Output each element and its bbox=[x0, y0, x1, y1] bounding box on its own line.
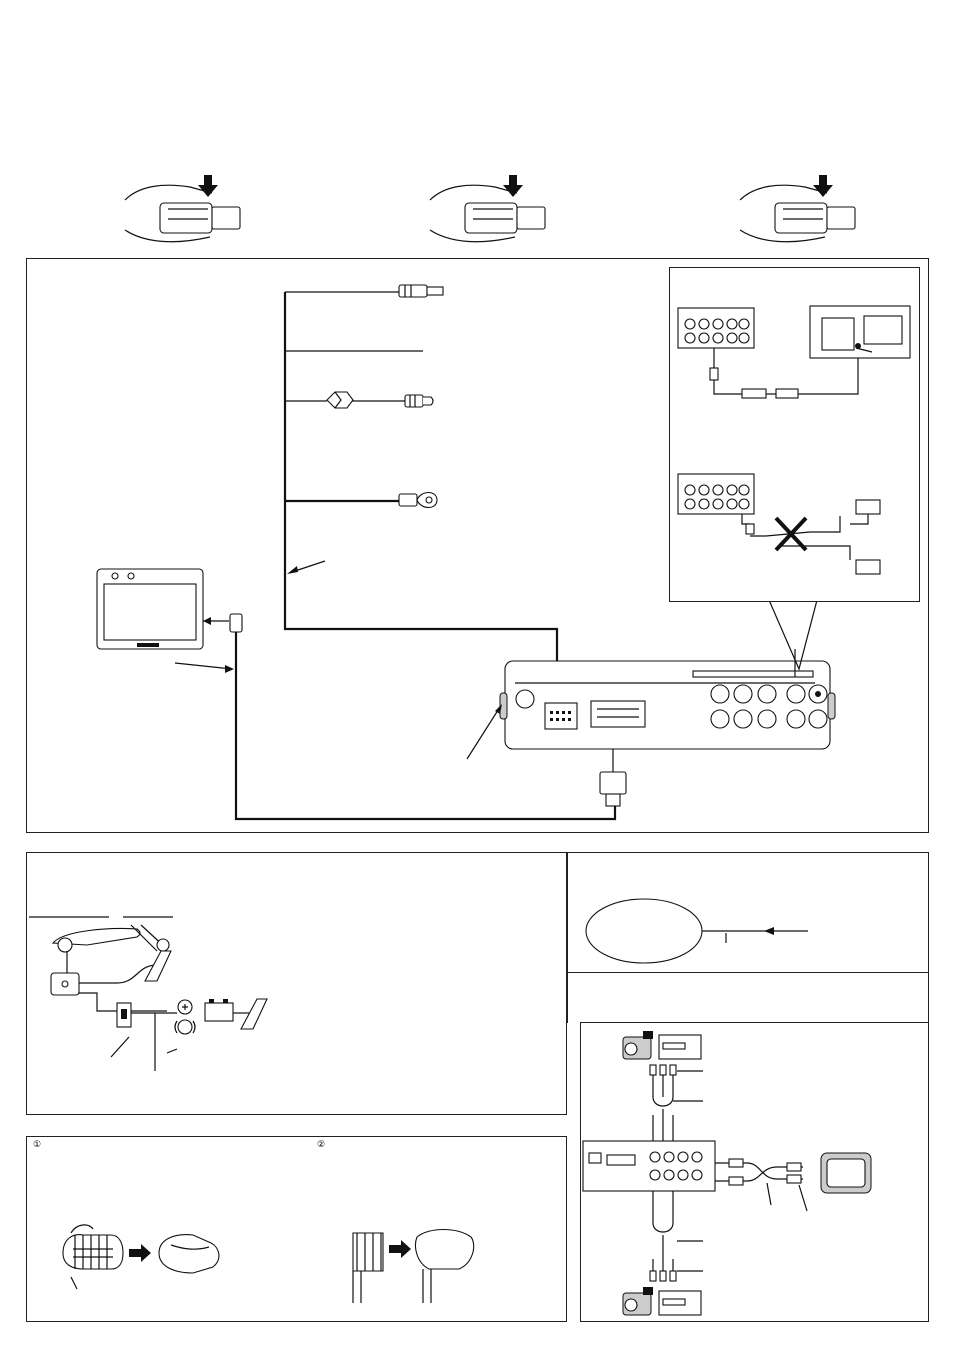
parking-brake-wiring-box bbox=[26, 852, 567, 1115]
hand-press-connector-2 bbox=[430, 175, 545, 242]
x-mark-icon bbox=[776, 518, 806, 550]
monitor-cable-plug bbox=[230, 614, 242, 632]
fuse-holder-icon bbox=[327, 392, 353, 408]
ground-tab-icon-2 bbox=[241, 999, 267, 1029]
hand-press-connector-1 bbox=[125, 175, 240, 242]
main-unit bbox=[500, 661, 835, 749]
camcorder-icon-bottom bbox=[623, 1287, 653, 1315]
tv-monitor-icon bbox=[821, 1153, 871, 1193]
item-marker-1: ① bbox=[33, 1139, 42, 1149]
camcorder-icon-top bbox=[623, 1031, 653, 1059]
av-hookup-box bbox=[580, 1022, 929, 1322]
clamp-step-2 bbox=[353, 1230, 474, 1304]
lamp-icon bbox=[178, 1000, 192, 1014]
unit-rear-panel-a bbox=[678, 308, 754, 348]
wire-detail-box bbox=[567, 852, 929, 973]
down-arrow-icon bbox=[813, 175, 833, 197]
sub-connector-plug bbox=[600, 772, 626, 806]
hand-press-connector-3 bbox=[740, 175, 855, 242]
cable-clamp-box bbox=[26, 1136, 567, 1322]
av-hookup-outer bbox=[567, 973, 929, 1023]
item-marker-2: ② bbox=[317, 1139, 326, 1149]
main-wiring-diagram bbox=[26, 258, 929, 833]
clamp-step-1 bbox=[63, 1225, 219, 1289]
down-arrow-icon bbox=[198, 175, 218, 197]
battery-icon bbox=[205, 999, 233, 1021]
brake-warning-icon bbox=[175, 1020, 195, 1034]
unit-rear-panel-b bbox=[678, 474, 754, 514]
monitor-unit bbox=[97, 569, 203, 649]
hand-brake-lever bbox=[53, 929, 140, 952]
game-console bbox=[810, 306, 910, 358]
splice-connector bbox=[117, 1003, 131, 1027]
ring-terminal-icon bbox=[399, 493, 437, 508]
connector-press-illustrations bbox=[0, 170, 954, 250]
av-connection-inset bbox=[669, 267, 920, 602]
down-arrow-icon bbox=[503, 175, 523, 197]
vcr-icon-top bbox=[659, 1035, 701, 1059]
bullet-terminal-icon bbox=[405, 395, 433, 407]
unit-rear-panel-c bbox=[583, 1141, 715, 1191]
vcr-icon-bottom bbox=[659, 1291, 701, 1315]
spade-terminal-icon bbox=[399, 285, 443, 297]
brake-switch bbox=[51, 973, 79, 995]
